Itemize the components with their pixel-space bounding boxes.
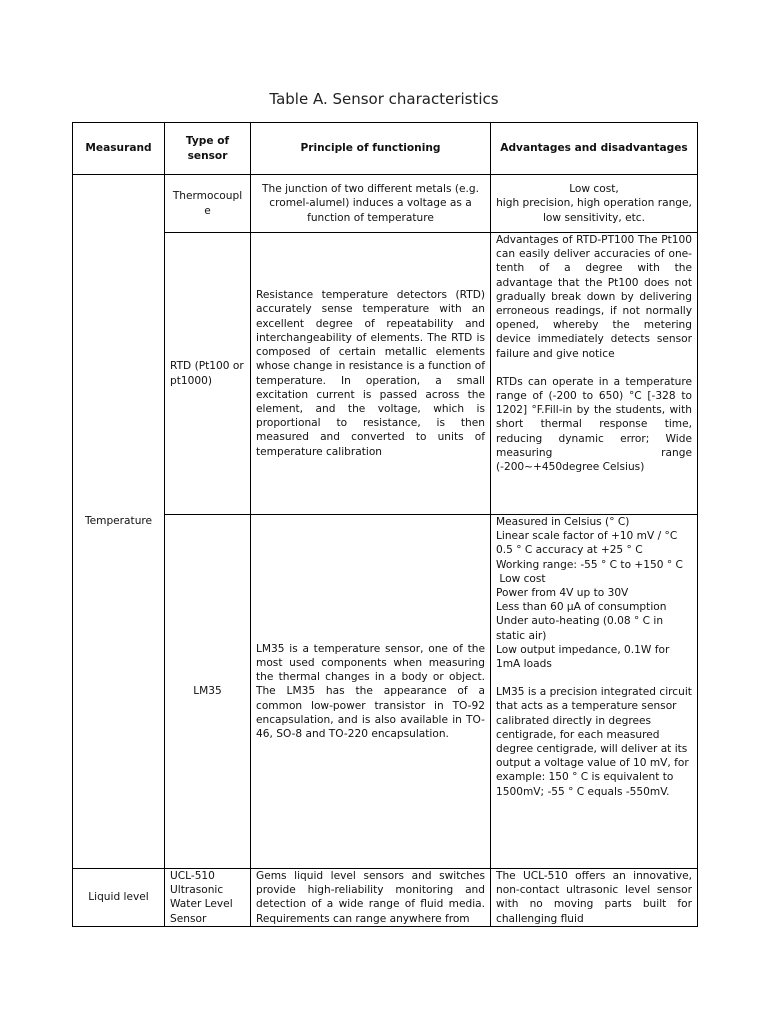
principle-thermocouple: The junction of two different metals (e.g. cromel-alumel) induces a voltage as a function of temperature: [251, 175, 491, 233]
advantages-rtd: [491, 233, 698, 515]
header-type-of-sensor: Type of sensor: [165, 123, 251, 175]
advantages-line: Power from 4V up to 30V: [496, 587, 629, 600]
header-measurand: Measurand: [73, 123, 165, 175]
principle-liquid-level: Gems liquid level sensors and switches provide high-reliability monitoring and detection of a wide range of fluid media. Requirements can range anywhere from: [251, 869, 491, 927]
advantages-line: Less than 60 µA of consumption: [496, 601, 667, 614]
advantages-line: Working range: -55 ° C to +150 ° C: [496, 558, 683, 571]
table-title: Table A. Sensor characteristics: [269, 90, 499, 108]
advantages-line: 0.5 ° C accuracy at +25 ° C: [496, 544, 643, 557]
type-thermocouple: Thermocouple: [165, 175, 251, 233]
advantages-line: Linear scale factor of +10 mV / °C: [496, 530, 678, 543]
header-advantages: Advantages and disadvantages: [491, 123, 698, 175]
advantages-paragraph: LM35 is a precision integrated circuit that acts as a temperature sensor calibrated directly in degrees centigrade, for each measured degree centigrade, will deliver at its output a voltage value of 10 mV, for example: 150 ° C is equivalent to 1500mV; -55 ° C equals -550mV.: [496, 686, 692, 798]
table-row-lm35: [73, 515, 698, 869]
advantages-line: Under auto-heating (0.08 ° C in static air): [496, 615, 664, 642]
principle-rtd: Resistance temperature detectors (RTD) accurately sense temperature with an excellent degree of repeatability and interchangeability of elements. The RTD is composed of certain metallic elements whose change in resistance is a function of temperature. In operation, a small excitation current is passed across the element, and the voltage, which is proportional to resistance, is then measured and converted to units of temperature calibration: [251, 233, 491, 515]
table-row-thermocouple: [73, 175, 698, 233]
measurand-temperature: Temperature: [73, 175, 165, 869]
advantages-line: Low output impedance, 0.1W for 1mA loads: [496, 643, 670, 671]
table-row-liquid-level: [73, 869, 698, 927]
advantages-line: Low cost,: [569, 183, 619, 196]
advantages-line: Low cost: [496, 572, 546, 585]
advantages-thermocouple: [491, 175, 698, 233]
header-principle: Principle of functioning: [251, 123, 491, 175]
type-rtd: RTD (Pt100 or pt1000): [165, 233, 251, 515]
type-lm35: LM35: [165, 515, 251, 869]
principle-lm35: LM35 is a temperature sensor, one of the most used components when measuring the thermal changes in a body or object. The LM35 has the appearance of a common low-power transistor in TO-92 encapsulation, and is also available in TO-46, SO-8 and TO-220 encapsulation.: [251, 515, 491, 869]
header-row: [73, 123, 698, 175]
advantages-lm35: [491, 515, 698, 869]
type-liquid-level: UCL-510 Ultrasonic Water Level Sensor: [165, 869, 251, 927]
advantages-line: Measured in Celsius (° C): [496, 516, 630, 528]
advantages-line: high precision, high operation range, low sensitivity, etc.: [496, 197, 692, 224]
advantages-paragraph: Advantages of RTD-PT100 The Pt100 can easily deliver accuracies of one-tenth of a degree with the advantage that the Pt100 does not gradually break down by delivering erroneous readings, if not normally opened, whereby the metering device immediately detects sensor failure and give notice: [496, 234, 692, 360]
advantages-liquid-level: The UCL-510 offers an innovative, non-contact ultrasonic level sensor with no moving parts built for challenging fluid: [491, 869, 698, 927]
sensor-characteristics-table: [72, 122, 698, 927]
measurand-liquid-level: Liquid level: [73, 869, 165, 927]
table-row-rtd: [73, 233, 698, 515]
advantages-paragraph: RTDs can operate in a temperature range of (-200 to 650) °C [-328 to 1202] °F.Fill-in by the students, with short thermal response time, reducing dynamic error; Wide measuring range (-200~+450degree Celsius): [496, 375, 692, 474]
